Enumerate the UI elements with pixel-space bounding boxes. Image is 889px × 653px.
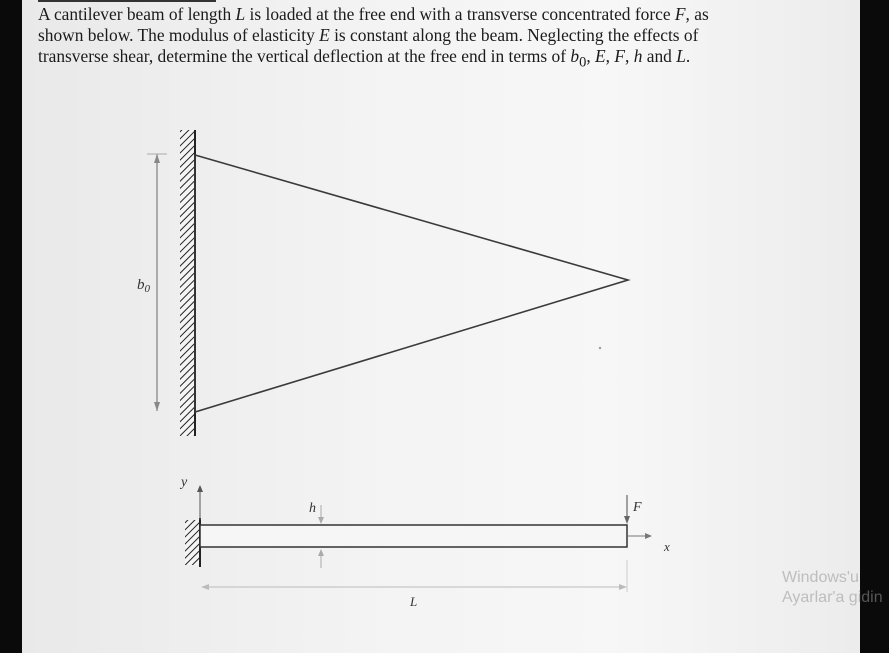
var-L: L — [235, 4, 246, 24]
y-axis-arrow — [197, 485, 203, 492]
h-arrow-bottom — [318, 549, 324, 556]
var-E: E — [319, 25, 330, 45]
separator: , — [586, 46, 596, 66]
L-arrow-right — [619, 584, 627, 590]
force-arrow-head — [624, 516, 630, 524]
problem-text-part: and — [642, 46, 677, 66]
problem-text-part: A cantilever beam of length — [38, 4, 236, 24]
b0-arrow-bottom — [154, 402, 160, 411]
b0-label — [137, 277, 151, 295]
watermark-line-1: Windows'u — [782, 569, 859, 586]
x-axis-label: x — [664, 539, 670, 554]
triangular-beam-outline — [195, 155, 628, 412]
h-arrow-top — [318, 517, 324, 524]
problem-text-part: is constant along the beam. Neglecting the effects of transverse shear, determine the vertical deflection at the free end in terms of — [38, 25, 699, 66]
x-axis-arrow — [645, 533, 652, 539]
var-E: E — [595, 46, 606, 66]
plan-view — [137, 130, 628, 436]
var-b-subscript: 0 — [579, 54, 587, 71]
watermark-line-2: Ayarlar'a gidin — [782, 589, 883, 606]
y-axis-label: y — [181, 475, 188, 490]
b0-label-main: b — [137, 277, 145, 293]
L-arrow-left — [201, 584, 209, 590]
h-label: h — [309, 501, 316, 516]
var-b: b — [570, 46, 580, 66]
force-label: F — [633, 500, 642, 515]
var-F: F — [614, 46, 625, 66]
var-F: F — [674, 4, 686, 24]
var-h: h — [633, 46, 643, 66]
separator: , — [625, 46, 634, 66]
wall-support-top — [180, 130, 195, 436]
speck — [599, 347, 601, 349]
windows-activation-watermark — [782, 568, 889, 608]
beam-side-rectangle — [200, 525, 627, 547]
var-L: L — [676, 46, 686, 66]
separator: , — [605, 46, 615, 66]
L-label: L — [410, 594, 418, 609]
problem-text-part: , as shown below. The modulus of elasticity — [38, 4, 709, 45]
problem-text-part: . — [685, 46, 691, 66]
wall-support-side — [185, 520, 200, 565]
b0-arrow-top — [154, 154, 160, 163]
side-view — [179, 475, 670, 609]
b0-label-sub: 0 — [144, 283, 150, 295]
problem-text-part: is loaded at the free end with a transverse concentrated force — [245, 4, 675, 24]
